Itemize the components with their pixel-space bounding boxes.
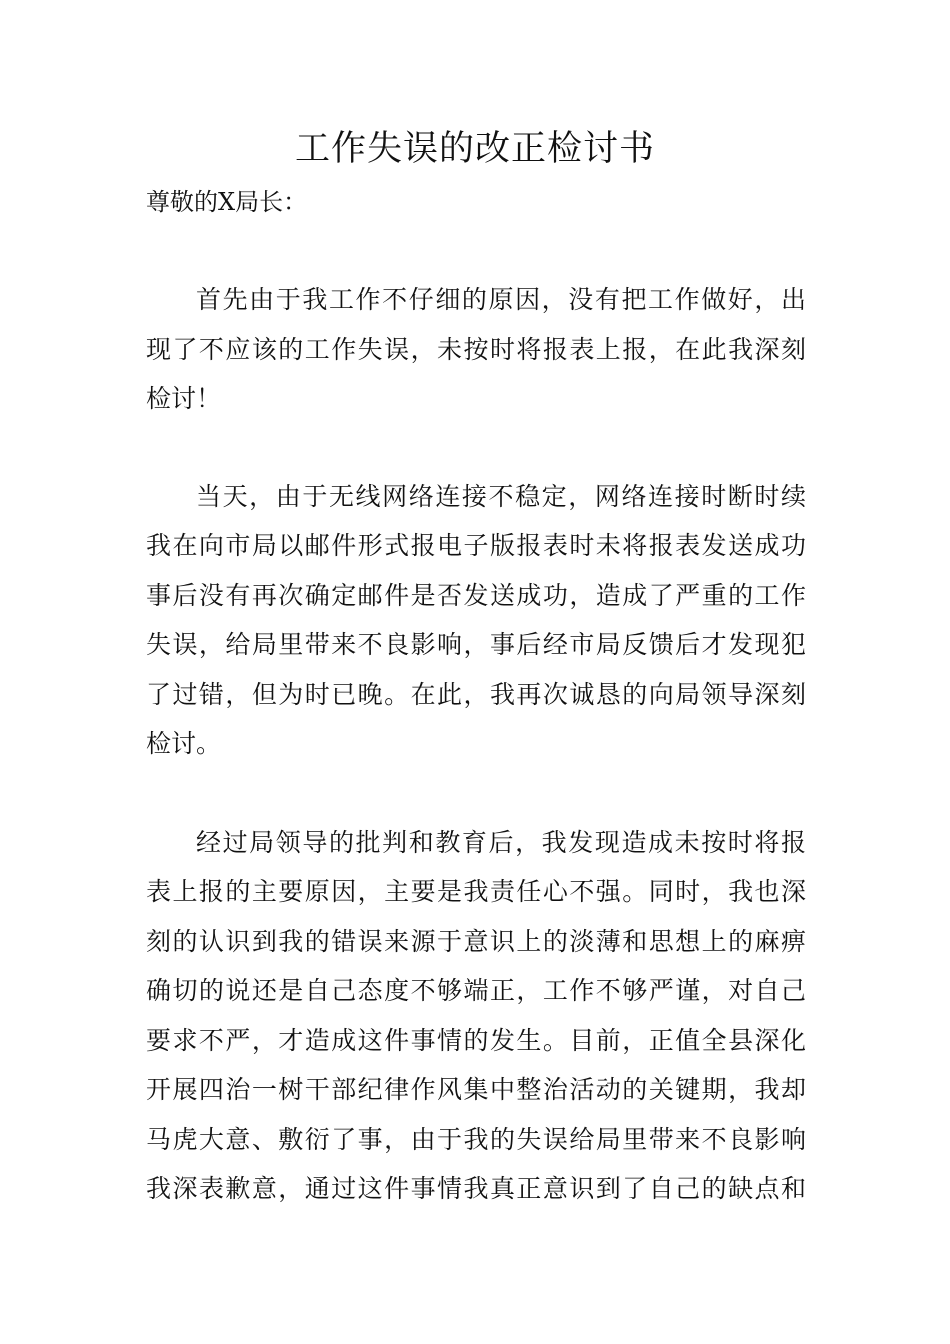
- paragraph-3-line-4: 确切的说还是自己态度不够端正，工作不够严谨，对自己: [146, 976, 806, 1005]
- salutation: 尊敬的X局长：: [146, 188, 308, 216]
- paragraph-3-line-6: 开展四治一树干部纪律作风集中整治活动的关键期，我却: [146, 1075, 806, 1104]
- paragraph-3-line-5: 要求不严，才造成这件事情的发生。目前，正值全县深化: [146, 1026, 806, 1055]
- paragraph-3-line-8: 我深表歉意，通过这件事情我真正意识到了自己的缺点和: [146, 1174, 806, 1203]
- paragraph-2-line-4: 失误，给局里带来不良影响，事后经市局反馈后才发现犯: [146, 630, 806, 659]
- paragraph-2-line-6: 检讨。: [146, 729, 222, 758]
- paragraph-2-line-1: 当天，由于无线网络连接不稳定，网络连接时断时续: [196, 482, 806, 511]
- paragraph-2-line-2: 我在向市局以邮件形式报电子版报表时未将报表发送成功: [146, 531, 806, 560]
- document-title: 工作失误的改正检讨书: [294, 129, 655, 169]
- paragraph-3-line-1: 经过局领导的批判和教育后，我发现造成未按时将报: [196, 828, 806, 857]
- paragraph-3-line-3: 刻的认识到我的错误来源于意识上的淡薄和思想上的麻痹: [146, 927, 806, 956]
- paragraph-1-line-2: 现了不应该的工作失误，未按时将报表上报，在此我深刻: [146, 335, 806, 364]
- paragraph-2-line-5: 了过错，但为时已晚。在此，我再次诚恳的向局领导深刻: [146, 680, 806, 709]
- paragraph-1-line-1: 首先由于我工作不仔细的原因，没有把工作做好，出: [196, 285, 806, 314]
- paragraph-1-line-3: 检讨！: [146, 384, 222, 413]
- paragraph-3-line-7: 马虎大意、敷衍了事，由于我的失误给局里带来不良影响: [146, 1125, 806, 1154]
- paragraph-3-line-2: 表上报的主要原因，主要是我责任心不强。同时，我也深: [146, 877, 806, 906]
- paragraph-2-line-3: 事后没有再次确定邮件是否发送成功，造成了严重的工作: [146, 581, 806, 610]
